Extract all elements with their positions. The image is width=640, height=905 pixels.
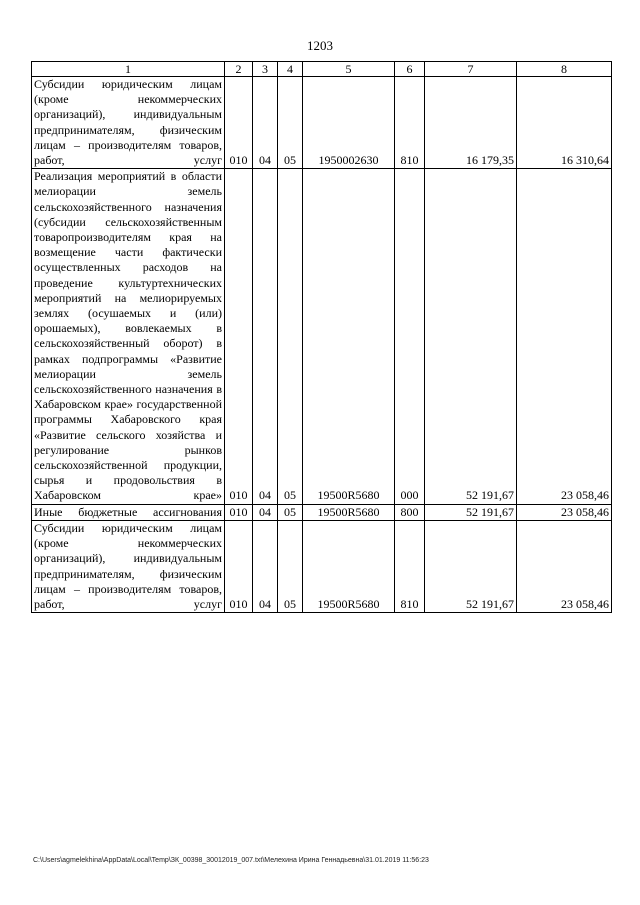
row-target-article: 19500R5680 xyxy=(303,169,395,504)
header-col-3: 3 xyxy=(253,62,278,77)
row-amount-2: 23 058,46 xyxy=(517,520,612,612)
row-amount-2: 16 310,64 xyxy=(517,77,612,169)
row-name: Субсидии юридическим лицам (кроме некоммерческих организаций), индивидуальным предпринимателям, физическим лицам – производителям товаров, работ, услуг xyxy=(32,77,225,169)
table-row xyxy=(32,169,612,504)
row-expense-type: 000 xyxy=(395,169,425,504)
row-amount-1: 16 179,35 xyxy=(425,77,517,169)
row-code-admin: 010 xyxy=(225,504,253,520)
row-name: Субсидии юридическим лицам (кроме некоммерческих организаций), индивидуальным предпринимателям, физическим лицам – производителям товаров, работ, услуг xyxy=(32,520,225,612)
row-target-article: 1950002630 xyxy=(303,77,395,169)
row-amount-1: 52 191,67 xyxy=(425,169,517,504)
header-col-7: 7 xyxy=(425,62,517,77)
header-col-2: 2 xyxy=(225,62,253,77)
table-row xyxy=(32,77,612,169)
row-subsection: 05 xyxy=(278,520,303,612)
row-section: 04 xyxy=(253,520,278,612)
row-section: 04 xyxy=(253,504,278,520)
row-section: 04 xyxy=(253,169,278,504)
row-expense-type: 810 xyxy=(395,520,425,612)
row-subsection: 05 xyxy=(278,77,303,169)
budget-table xyxy=(31,61,612,613)
header-col-8: 8 xyxy=(517,62,612,77)
header-col-1: 1 xyxy=(32,62,225,77)
file-path-footer: C:\Users\agmelekhina\AppData\Local\Temp\ЗК_00398_30012019_007.txt\Мелехина Ирина Геннадьевна\31.01.2019 11:56:23 xyxy=(33,857,429,864)
header-col-4: 4 xyxy=(278,62,303,77)
row-amount-1: 52 191,67 xyxy=(425,504,517,520)
row-amount-2: 23 058,46 xyxy=(517,504,612,520)
row-section: 04 xyxy=(253,77,278,169)
row-code-admin: 010 xyxy=(225,520,253,612)
row-expense-type: 810 xyxy=(395,77,425,169)
row-subsection: 05 xyxy=(278,504,303,520)
row-code-admin: 010 xyxy=(225,169,253,504)
row-target-article: 19500R5680 xyxy=(303,520,395,612)
row-name: Реализация мероприятий в области мелиорации земель сельскохозяйственного назначения (субсидии сельскохозяйственным товаропроизводителям края на возмещение части фактически осуществленных расходов на проведение культуртехнических мероприятий на мелиорируемых землях (осушаемых и (или) орошаемых), вовлекаемых в сельскохозяйственный оборот) в рамках подпрограммы «Развитие мелиорации земель сельскохозяйственного назначения в Хабаровском крае» государственной программы Хабаровского края «Развитие сельского хозяйства и регулирование рынков сельскохозяйственной продукции, сырья и продовольствия в Хабаровском крае» xyxy=(32,169,225,504)
header-col-6: 6 xyxy=(395,62,425,77)
row-target-article: 19500R5680 xyxy=(303,504,395,520)
table-row xyxy=(32,504,612,520)
table-row xyxy=(32,520,612,612)
row-amount-2: 23 058,46 xyxy=(517,169,612,504)
page-number: 1203 xyxy=(307,38,333,53)
row-name: Иные бюджетные ассигнования xyxy=(32,504,225,520)
table-header-row xyxy=(32,62,612,77)
row-expense-type: 800 xyxy=(395,504,425,520)
row-code-admin: 010 xyxy=(225,77,253,169)
row-subsection: 05 xyxy=(278,169,303,504)
row-amount-1: 52 191,67 xyxy=(425,520,517,612)
header-col-5: 5 xyxy=(303,62,395,77)
